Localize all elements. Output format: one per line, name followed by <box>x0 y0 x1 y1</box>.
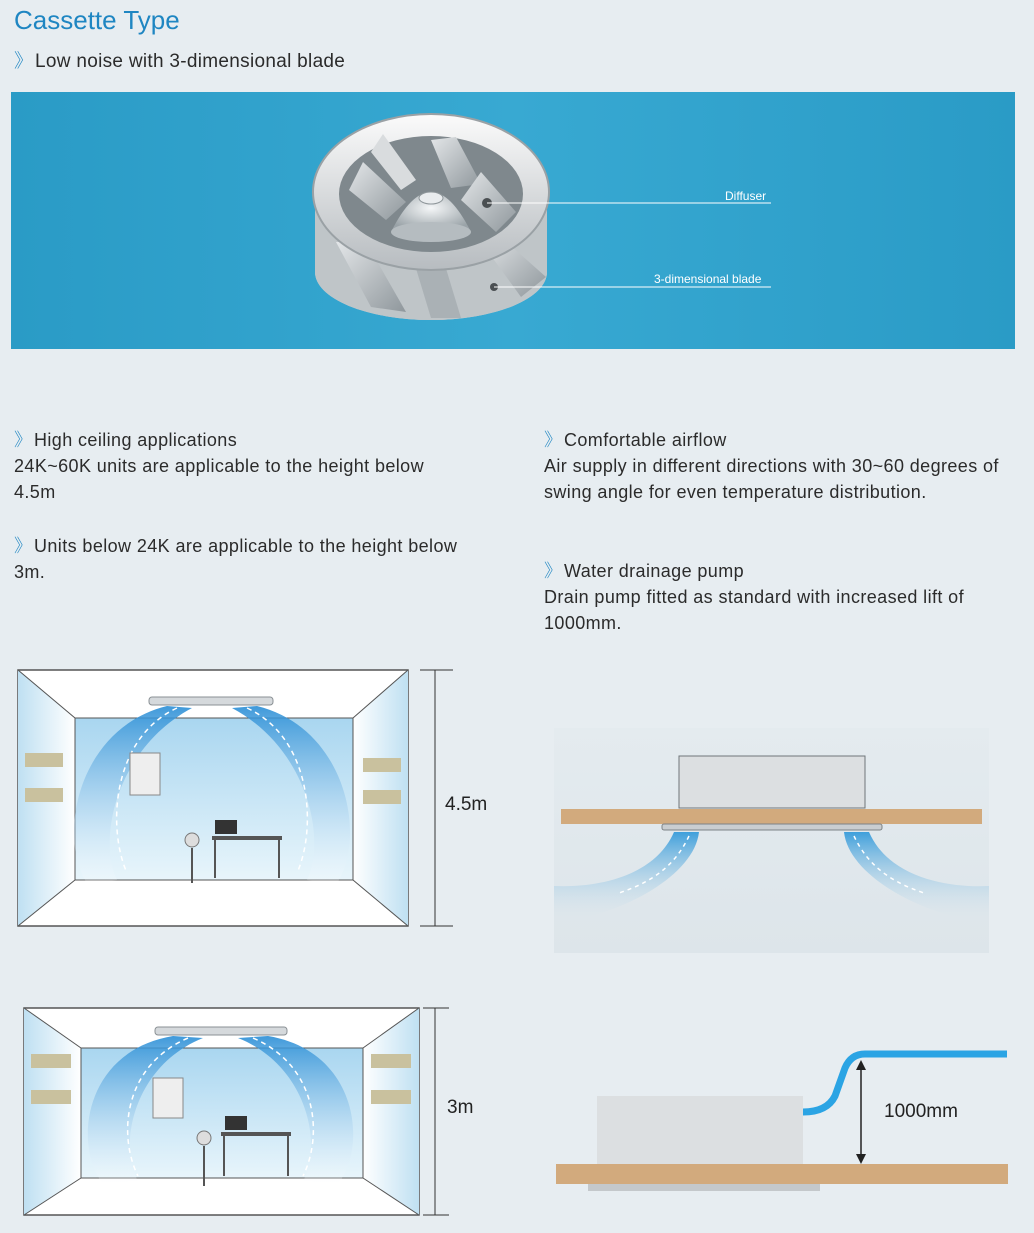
airflow-heading: Comfortable airflow <box>564 430 727 450</box>
pump-section <box>544 558 1019 636</box>
airflow-section <box>544 427 1014 505</box>
blade-callout: 3-dimensional blade <box>654 272 762 286</box>
pump-diagram <box>555 1048 1010 1198</box>
chevron-icon: 》 <box>14 430 30 450</box>
chevron-icon: 》 <box>14 51 32 72</box>
pump-body: Drain pump fitted as standard with increased lift of 1000mm. <box>544 587 964 633</box>
chevron-icon: 》 <box>544 430 560 450</box>
fan-banner <box>11 92 1015 349</box>
room-diagram-tall <box>17 668 457 930</box>
units-below-heading: Units below 24K are applicable to the height below 3m. <box>14 536 458 582</box>
subtitle-text: Low noise with 3-dimensional blade <box>35 51 346 72</box>
chevron-icon: 》 <box>14 536 30 556</box>
high-ceiling-heading: High ceiling applications <box>34 430 238 450</box>
airflow-body: Air supply in different directions with 30~60 degrees of swing angle for even temperature distribution. <box>544 456 999 502</box>
fan-illustration <box>11 92 1015 349</box>
room-height-short-label: 3m <box>447 1097 474 1118</box>
page-title: Cassette Type <box>14 5 180 35</box>
chevron-icon: 》 <box>544 561 560 581</box>
room-height-tall-label: 4.5m <box>445 794 488 815</box>
high-ceiling-body: 24K~60K units are applicable to the height below 4.5m <box>14 456 424 502</box>
pump-lift-label: 1000mm <box>884 1101 958 1122</box>
pump-heading: Water drainage pump <box>564 561 745 581</box>
diffuser-callout: Diffuser <box>725 189 767 203</box>
section-subtitle <box>14 46 345 73</box>
units-below-section <box>14 533 474 585</box>
high-ceiling-section <box>14 427 464 505</box>
airflow-diagram <box>554 728 989 953</box>
room-diagram-short <box>23 1006 453 1218</box>
